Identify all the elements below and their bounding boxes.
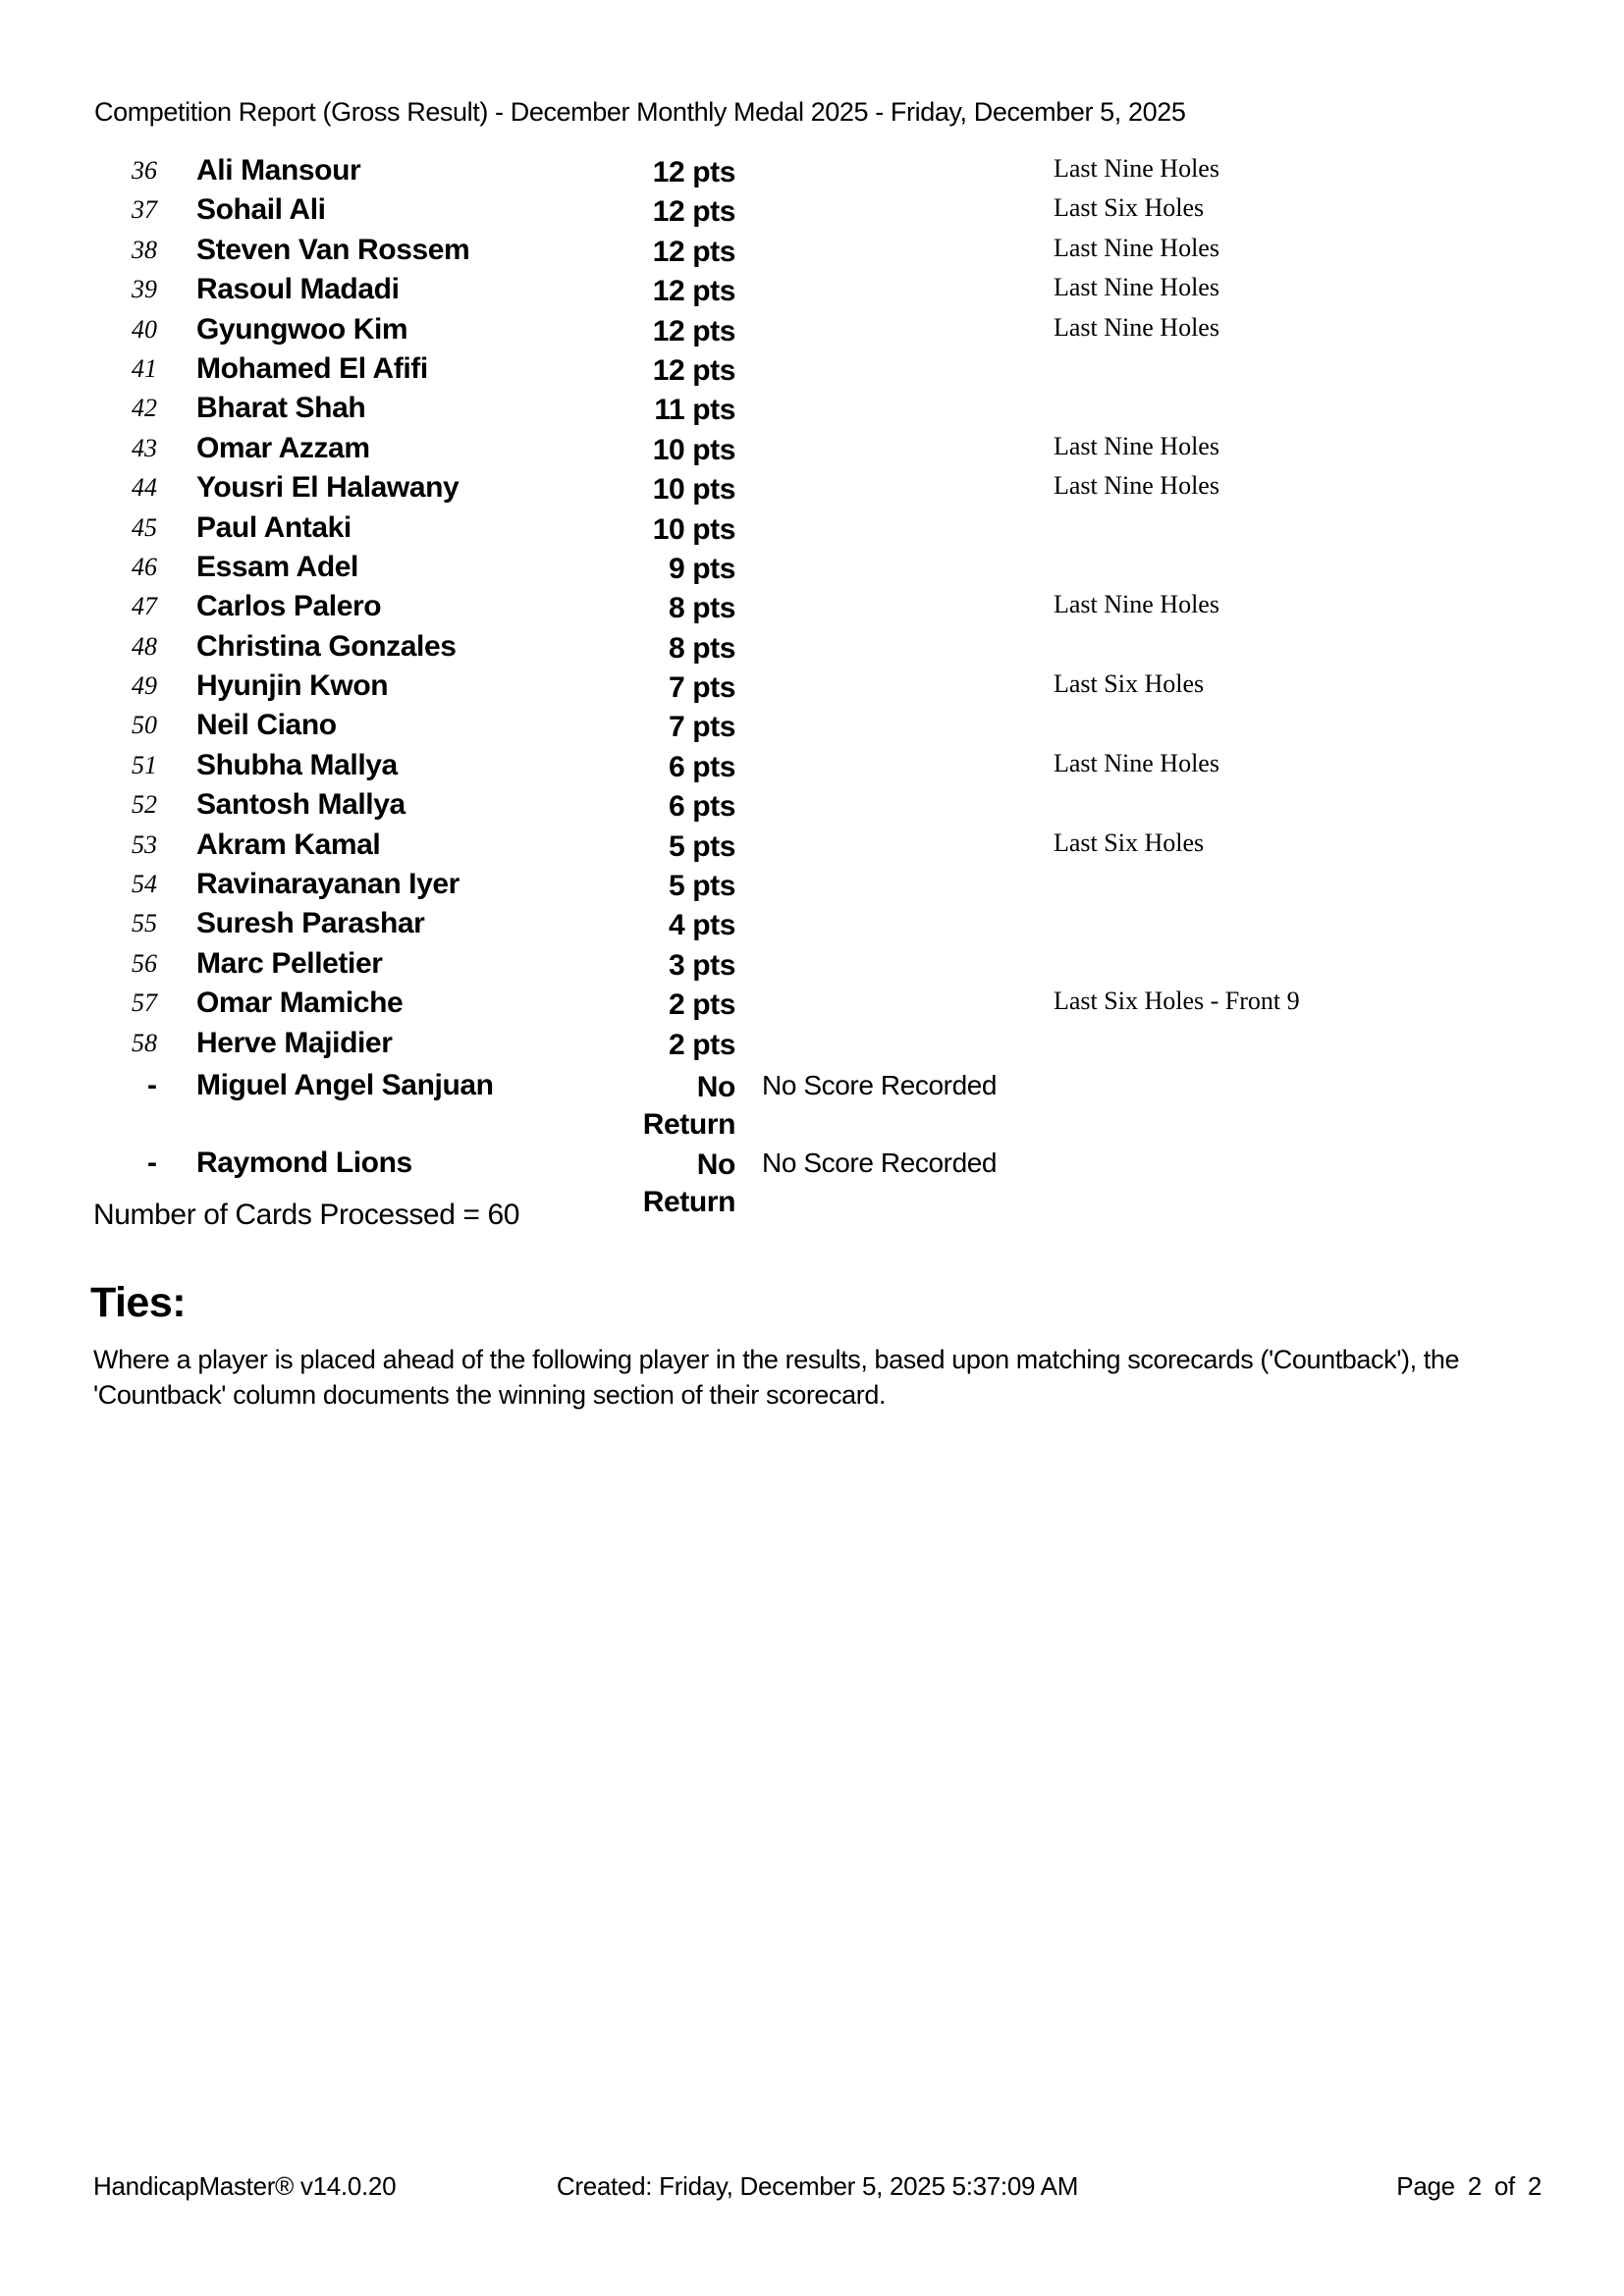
player-name-cell: Paul Antaki <box>196 510 352 544</box>
position-cell: - <box>147 1068 157 1101</box>
results-table <box>0 154 1624 1221</box>
score-cell: 7 pts <box>668 671 735 705</box>
player-name-cell: Shubha Mallya <box>196 748 398 781</box>
player-name-cell: Carlos Palero <box>196 590 382 623</box>
score-cell: 2 pts <box>668 988 735 1022</box>
table-row <box>0 392 1624 431</box>
score-cell: 12 pts <box>652 235 735 268</box>
player-name-cell: Gyungwoo Kim <box>196 312 408 346</box>
position-cell: 44 <box>132 473 157 503</box>
score-cell: 6 pts <box>668 750 735 783</box>
countback-cell: Last Nine Holes <box>1054 233 1219 262</box>
score-cell: 9 pts <box>668 552 735 585</box>
countback-cell: Last Nine Holes <box>1054 154 1219 183</box>
score-cell: 12 pts <box>652 314 735 347</box>
score-cell: 10 pts <box>652 473 735 507</box>
countback-cell: Last Nine Holes <box>1054 590 1219 619</box>
table-row <box>0 511 1624 551</box>
countback-cell: Last Six Holes - Front 9 <box>1054 987 1300 1016</box>
score-cell: 4 pts <box>668 909 735 942</box>
score-cell: 10 pts <box>652 512 735 546</box>
table-row <box>0 709 1624 748</box>
position-cell: 57 <box>132 988 157 1018</box>
score-cell: 3 pts <box>668 948 735 982</box>
table-row <box>0 193 1624 233</box>
position-cell: 51 <box>132 750 157 779</box>
player-name-cell: Omar Azzam <box>196 431 370 464</box>
player-name-cell: Herve Majidier <box>196 1026 393 1059</box>
player-name-cell: Suresh Parashar <box>196 907 425 940</box>
table-row <box>0 551 1624 590</box>
countback-cell: Last Six Holes <box>1054 669 1205 699</box>
report-title: Competition Report (Gross Result) - December Monthly Medal 2025 - Friday, December 5, 2025 <box>94 97 1186 127</box>
player-name-cell: Neil Ciano <box>196 709 337 742</box>
position-cell: - <box>147 1146 157 1179</box>
page-footer <box>93 2171 1542 2207</box>
page-number: Page 2 of 2 <box>1396 2171 1542 2201</box>
player-name-cell: Steven Van Rossem <box>196 233 470 266</box>
table-row <box>0 669 1624 709</box>
countback-cell: Last Nine Holes <box>1054 748 1219 777</box>
table-row <box>0 154 1624 193</box>
table-row <box>0 234 1624 273</box>
position-cell: 42 <box>132 394 157 423</box>
score-cell: 5 pts <box>668 870 735 903</box>
player-name-cell: Ali Mansour <box>196 154 361 187</box>
score-cell: 11 pts <box>654 394 735 427</box>
created-timestamp: Created: Friday, December 5, 2025 5:37:09 AM <box>556 2171 1079 2201</box>
player-name-cell: Ravinarayanan Iyer <box>196 868 460 901</box>
position-cell: 46 <box>132 552 157 581</box>
table-row <box>0 1027 1624 1066</box>
player-name-cell: Santosh Mallya <box>196 788 406 822</box>
score-cell: No Return <box>642 1148 735 1218</box>
table-row <box>0 749 1624 788</box>
player-name-cell: Bharat Shah <box>196 392 366 425</box>
position-cell: 39 <box>132 275 157 304</box>
player-name-cell: Marc Pelletier <box>196 946 383 980</box>
score-cell: 8 pts <box>668 592 735 625</box>
countback-cell: Last Nine Holes <box>1054 312 1219 342</box>
position-cell: 53 <box>132 829 157 859</box>
position-cell: 40 <box>132 314 157 344</box>
table-row <box>0 828 1624 868</box>
score-cell: 5 pts <box>668 829 735 863</box>
app-version-label: HandicapMaster® v14.0.20 <box>93 2171 397 2201</box>
table-row <box>0 788 1624 828</box>
position-cell: 45 <box>132 512 157 542</box>
ties-heading: Ties: <box>90 1279 187 1326</box>
table-row <box>0 590 1624 629</box>
countback-cell: Last Nine Holes <box>1054 471 1219 501</box>
table-row <box>0 630 1624 669</box>
position-cell: 38 <box>132 235 157 264</box>
table-row <box>0 432 1624 471</box>
countback-cell: Last Nine Holes <box>1054 431 1219 460</box>
position-cell: 54 <box>132 870 157 899</box>
player-name-cell: Omar Mamiche <box>196 987 404 1020</box>
score-cell: 7 pts <box>668 711 735 744</box>
player-name-cell: Christina Gonzales <box>196 629 457 663</box>
player-name-cell: Raymond Lions <box>196 1146 412 1179</box>
score-cell: 8 pts <box>668 631 735 665</box>
player-name-cell: Mohamed El Afifi <box>196 351 428 385</box>
player-name-cell: Hyunjin Kwon <box>196 669 389 703</box>
table-row <box>0 313 1624 352</box>
player-name-cell: Sohail Ali <box>196 193 326 227</box>
score-cell: 12 pts <box>652 195 735 229</box>
position-cell: 52 <box>132 790 157 820</box>
position-cell: 49 <box>132 671 157 701</box>
score-cell: 10 pts <box>652 433 735 466</box>
position-cell: 55 <box>132 909 157 938</box>
position-cell: 36 <box>132 156 157 185</box>
countback-cell: Last Six Holes <box>1054 828 1205 857</box>
score-cell: 12 pts <box>652 156 735 188</box>
table-row <box>0 352 1624 392</box>
ties-explanation: Where a player is placed ahead of the following player in the results, based upon matching scorecards ('Countback'), the 'Countback' column documents the winning section of their scorecard. <box>93 1345 1460 1410</box>
player-name-cell: Miguel Angel Sanjuan <box>196 1068 494 1101</box>
score-cell: 12 pts <box>652 353 735 387</box>
position-cell: 47 <box>132 592 157 621</box>
table-row <box>0 907 1624 946</box>
position-cell: 56 <box>132 948 157 978</box>
table-row <box>0 868 1624 907</box>
note-cell: No Score Recorded <box>762 1069 998 1100</box>
countback-cell: Last Nine Holes <box>1054 273 1219 302</box>
player-name-cell: Rasoul Madadi <box>196 273 400 306</box>
score-cell: 12 pts <box>652 275 735 308</box>
player-name-cell: Essam Adel <box>196 550 358 583</box>
table-row <box>0 1069 1624 1144</box>
position-cell: 37 <box>132 195 157 225</box>
player-name-cell: Akram Kamal <box>196 828 381 861</box>
table-row <box>0 471 1624 510</box>
table-row <box>0 987 1624 1026</box>
countback-cell: Last Six Holes <box>1054 193 1205 223</box>
position-cell: 58 <box>132 1028 157 1057</box>
cards-processed-summary: Number of Cards Processed = 60 <box>93 1199 520 1231</box>
position-cell: 43 <box>132 433 157 462</box>
table-row <box>0 273 1624 312</box>
player-name-cell: Yousri El Halawany <box>196 471 460 505</box>
table-row <box>0 947 1624 987</box>
note-cell: No Score Recorded <box>762 1147 998 1178</box>
position-cell: 48 <box>132 631 157 661</box>
position-cell: 50 <box>132 711 157 740</box>
position-cell: 41 <box>132 353 157 383</box>
score-cell: 6 pts <box>668 790 735 824</box>
score-cell: No Return <box>642 1070 735 1141</box>
score-cell: 2 pts <box>668 1028 735 1061</box>
